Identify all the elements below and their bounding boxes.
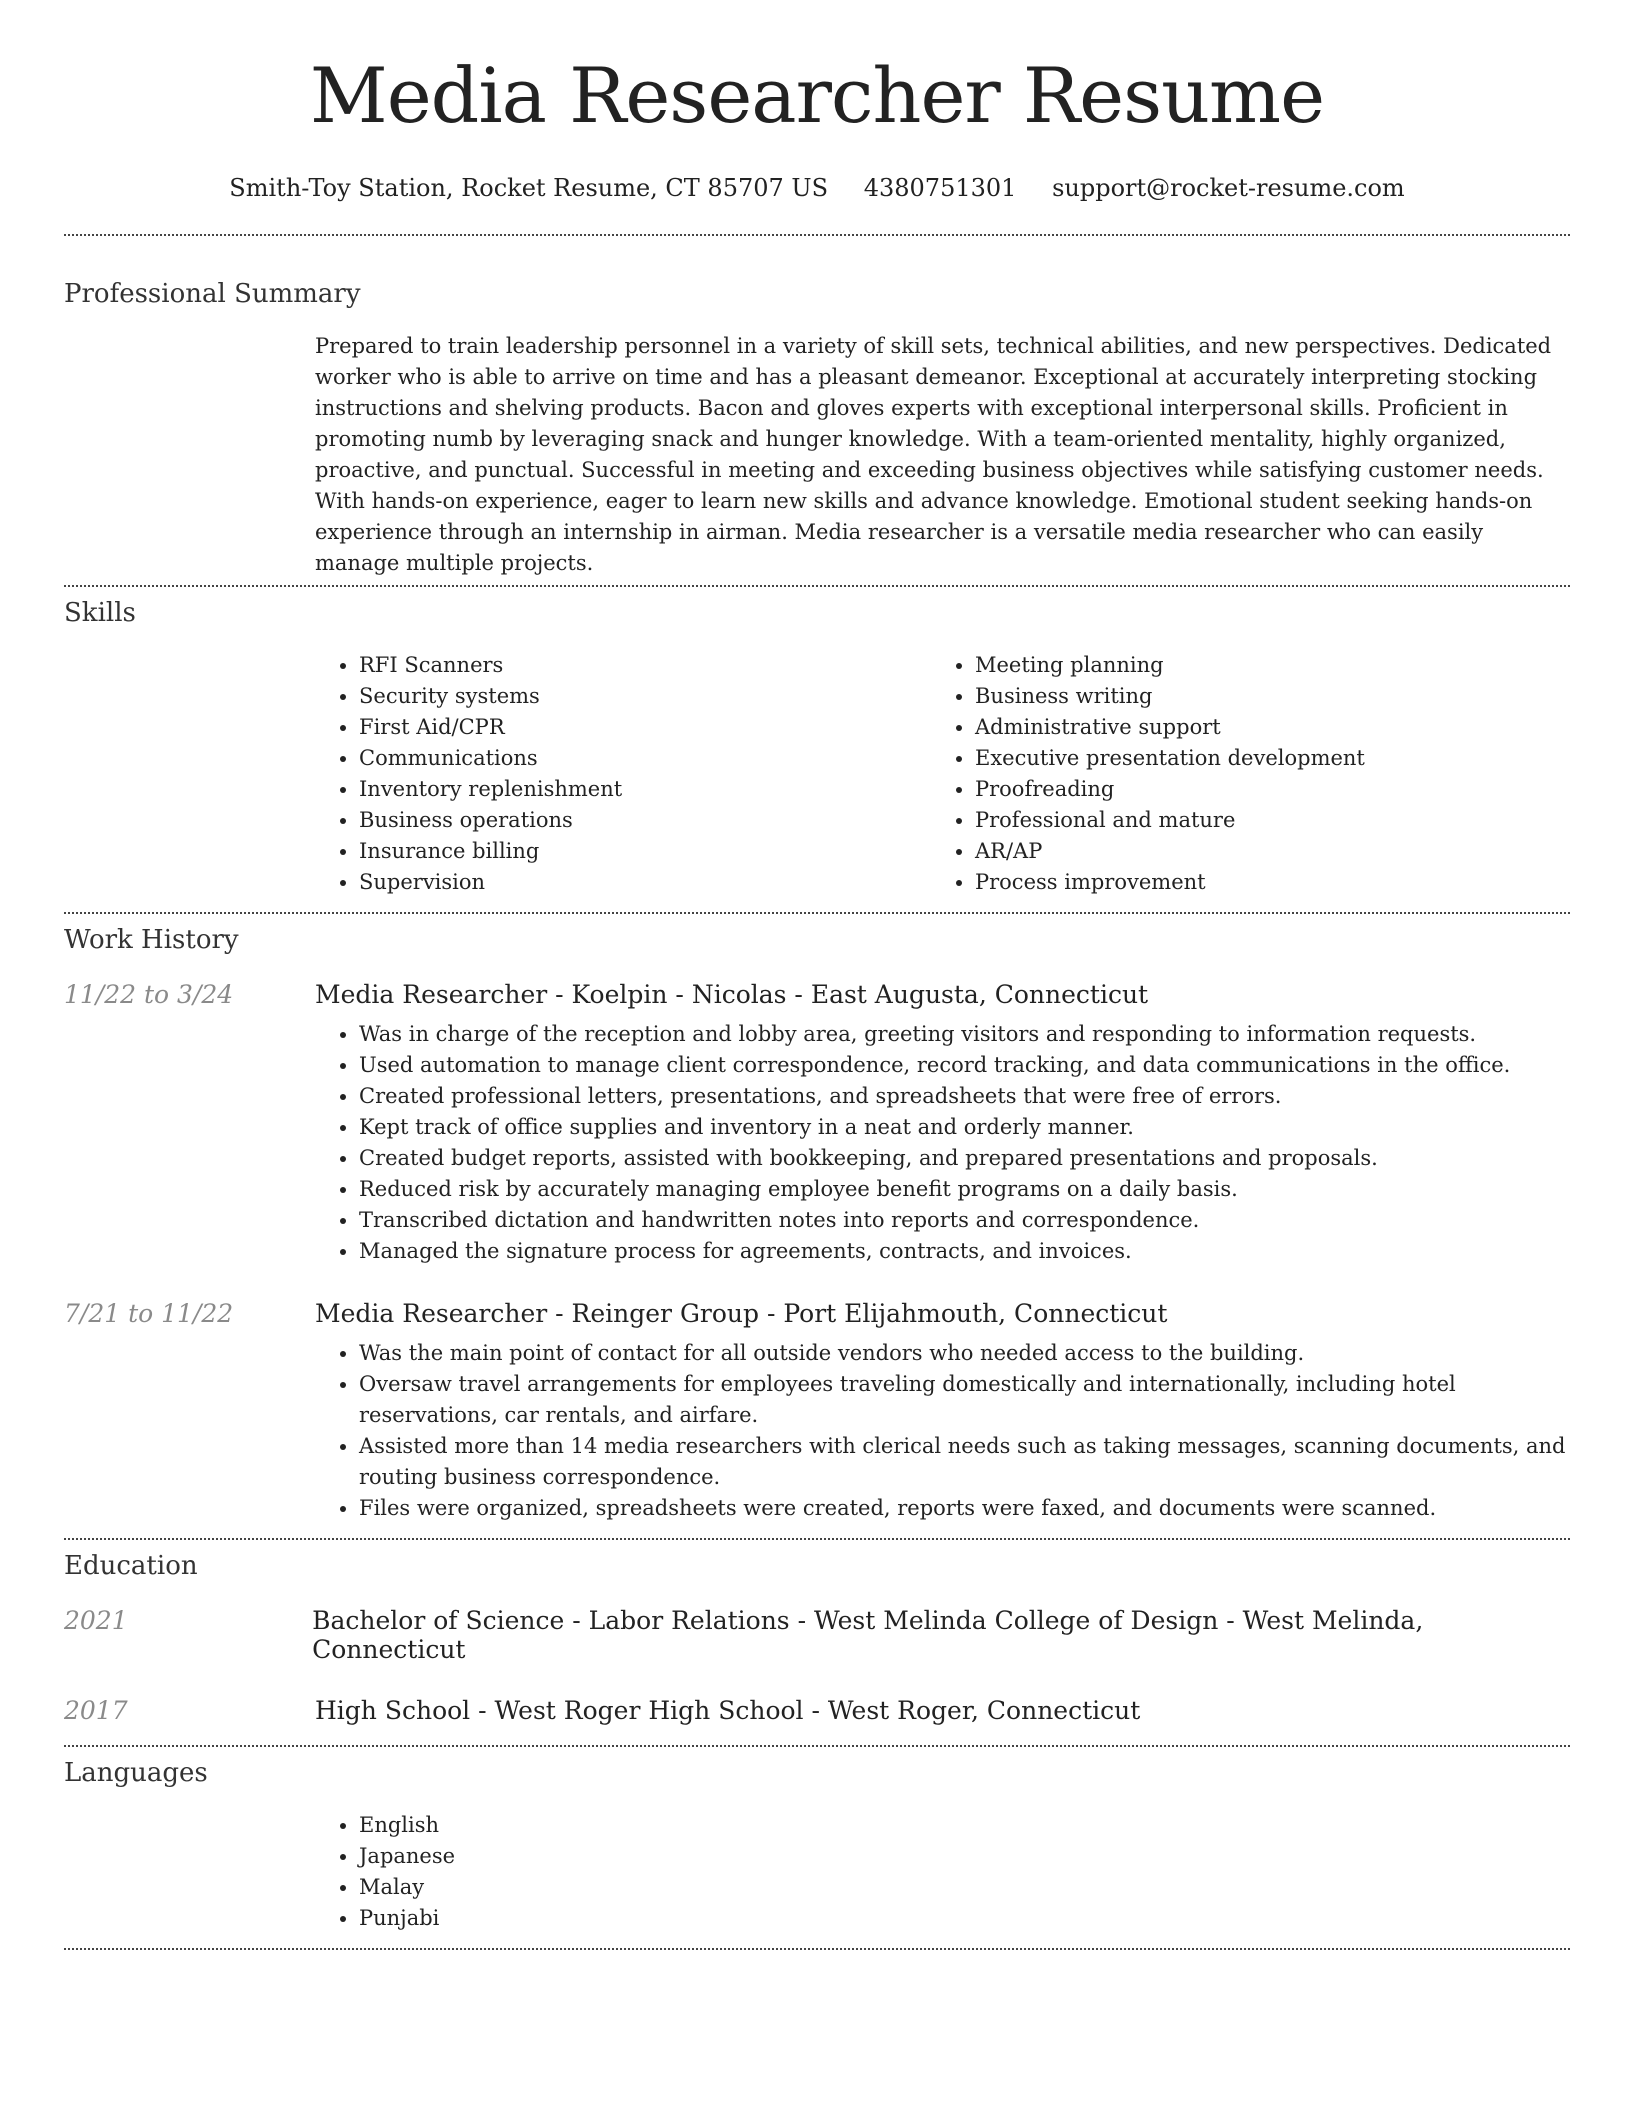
languages-section (64, 1755, 1570, 1934)
list-item: • Inventory replenishment (359, 774, 931, 805)
education-section (64, 1548, 1570, 1725)
list-item: • Business writing (975, 681, 1547, 712)
list-item: • RFI Scanners (359, 650, 931, 681)
list-item: • Professional and mature (975, 805, 1547, 836)
list-item: • Created professional letters, presentations, and spreadsheets that were free of errors. (359, 1081, 1570, 1112)
job-dates: 11/22 to 3/24 (64, 980, 234, 1009)
job-bullets (315, 1019, 1570, 1267)
divider (64, 912, 1570, 914)
list-item: • Meeting planning (975, 650, 1547, 681)
list-item: • Was in charge of the reception and lobby area, greeting visitors and responding to information requests. (359, 1019, 1570, 1050)
divider (64, 1948, 1570, 1950)
education-year: 2017 (64, 1696, 128, 1725)
list-item: • Japanese (359, 1841, 1570, 1872)
job-bullets (315, 1338, 1570, 1524)
job-header (64, 1299, 1570, 1328)
divider (64, 234, 1570, 236)
list-item: • Insurance billing (359, 836, 931, 867)
divider (64, 1745, 1570, 1747)
skills-list (315, 650, 1570, 898)
list-item: • Files were organized, spreadsheets were created, reports were faxed, and documents were scanned. (359, 1493, 1570, 1524)
list-item: • Reduced risk by accurately managing employee benefit programs on a daily basis. (359, 1174, 1570, 1205)
list-item: • Created budget reports, assisted with bookkeeping, and prepared presentations and proposals. (359, 1143, 1570, 1174)
education-text: Bachelor of Science - Labor Relations - West Melinda College of Design - West Melinda, Connecticut (312, 1606, 1424, 1664)
summary-content (315, 331, 1570, 579)
skills-column-right (931, 650, 1547, 898)
summary-text: Prepared to train leadership personnel in a variety of skill sets, technical abilities, and new perspectives. Dedicated worker who is able to arrive on time and has a pleasant demeanor. Exceptional at accurately interpreting stocking instructions and shelving products. Bacon and gloves experts with exceptional interpersonal skills. Proficient in promoting numb by leveraging snack and hunger knowledge. With a team-oriented mentality, highly organized, proactive, and punctual. Successful in meeting and exceeding business objectives while satisfying customer needs. With hands-on experience, eager to learn new skills and advance knowledge. Emotional student seeking hands-on experience through an internship in airman. Media researcher is a versatile media researcher who can easily manage multiple projects. (315, 334, 1552, 575)
languages-heading: Languages (64, 1758, 208, 1788)
contact-line (64, 170, 1570, 206)
education-heading: Education (64, 1551, 198, 1581)
skills-heading: Skills (64, 598, 136, 628)
job-title: Media Researcher - Reinger Group - Port Elijahmouth, Connecticut (315, 1299, 1168, 1328)
list-item: • Proofreading (975, 774, 1547, 805)
list-item: • Process improvement (975, 867, 1547, 898)
list-item: • Kept track of office supplies and inventory in a neat and orderly manner. (359, 1112, 1570, 1143)
summary-heading: Professional Summary (64, 279, 361, 309)
resume-title: Media Researcher Resume (309, 51, 1325, 140)
education-year: 2021 (64, 1606, 128, 1635)
list-item: • Oversaw travel arrangements for employees traveling domestically and internationally, including hotel reservations, car rentals, and airfare. (359, 1369, 1570, 1431)
list-item: • Security systems (359, 681, 931, 712)
education-entry (64, 1606, 1570, 1664)
list-item: • Malay (359, 1872, 1570, 1903)
divider (64, 1538, 1570, 1540)
languages-list (315, 1810, 1570, 1934)
list-item: • Administrative support (975, 712, 1547, 743)
summary-section (64, 276, 1570, 579)
list-item: • Punjabi (359, 1903, 1570, 1934)
job-title: Media Researcher - Koelpin - Nicolas - East Augusta, Connecticut (315, 980, 1149, 1009)
list-item: • Used automation to manage client correspondence, record tracking, and data communications in the office. (359, 1050, 1570, 1081)
list-item: • Was the main point of contact for all outside vendors who needed access to the building. (359, 1338, 1570, 1369)
list-item: • Supervision (359, 867, 931, 898)
contact-phone: 4380751301 (863, 174, 1017, 202)
list-item: • Executive presentation development (975, 743, 1547, 774)
list-item: • Managed the signature process for agreements, contracts, and invoices. (359, 1236, 1570, 1267)
work-section (64, 922, 1570, 1524)
list-item: • First Aid/CPR (359, 712, 931, 743)
resume-page (64, 0, 1570, 1950)
contact-email: support@rocket-resume.com (1052, 174, 1405, 202)
work-heading: Work History (64, 925, 239, 955)
list-item: • AR/AP (975, 836, 1547, 867)
list-item: • Communications (359, 743, 931, 774)
contact-address: Smith-Toy Station, Rocket Resume, CT 85707 US (229, 174, 829, 202)
job-dates: 7/21 to 11/22 (64, 1299, 234, 1328)
list-item: • Assisted more than 14 media researchers with clerical needs such as taking messages, scanning documents, and routing business correspondence. (359, 1431, 1570, 1493)
education-entry (64, 1696, 1570, 1725)
skills-section (64, 595, 1570, 898)
skills-column-left (315, 650, 931, 898)
education-text: High School - West Roger High School - West Roger, Connecticut (315, 1696, 1141, 1725)
list-item: • English (359, 1810, 1570, 1841)
job-header (64, 980, 1570, 1009)
divider (64, 585, 1570, 587)
list-item: • Transcribed dictation and handwritten notes into reports and correspondence. (359, 1205, 1570, 1236)
list-item: • Business operations (359, 805, 931, 836)
